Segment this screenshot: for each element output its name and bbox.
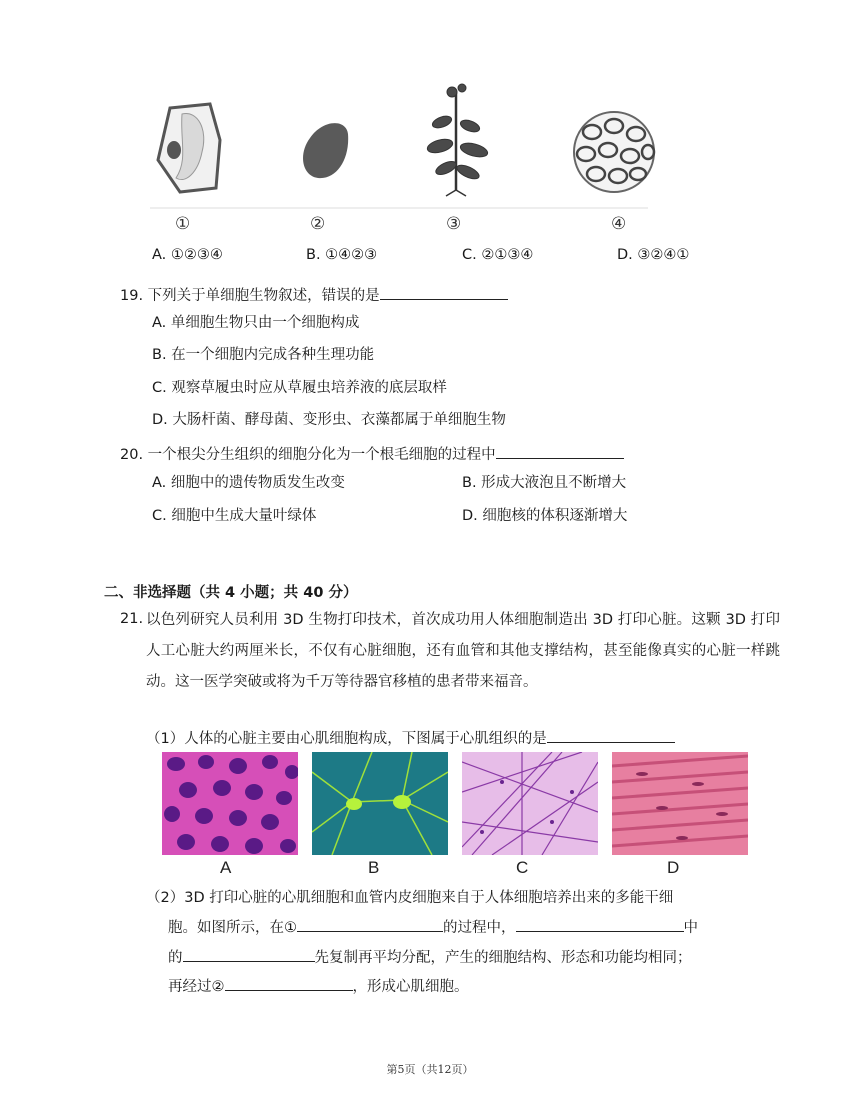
q20-option-c[interactable]: C. 细胞中生成大量叶绿体 [152,508,317,524]
q18-option-b[interactable]: B. ①④②③ [306,247,378,263]
q21-sub2-blank-1[interactable] [297,917,443,932]
q21-sub2-l3-text-b: 先复制再平均分配，产生的细胞结构、形态和功能均相同； [314,950,692,966]
figure-label-2: ② [310,214,326,234]
q21-sub2-line3 [168,946,692,967]
q21-number: 21. [120,611,144,627]
page-footer: 第5页（共12页） [386,1063,474,1076]
q21-sub1 [146,727,675,748]
q21-sub2-l4-text-a: 再经过② [168,979,225,995]
q21-sub1-text: （1）人体的心脏主要由心肌细胞构成，下图属于心肌组织的是 [146,731,547,747]
q21-intro: 以色列研究人员利用 3D 生物打印技术，首次成功用人体细胞制造出 3D 打印心脏。这颗 3D 打印人工心脏大约两厘米长，不仅有心脏细胞，还有血管和其他支撑结构，甚至能像真实的心脏一样跳动。这一医学突破或将为千万等待器官移植的患者带来福音。 [146,612,780,690]
figure-label-4: ④ [611,214,627,234]
tissue-image-d [612,752,748,855]
section2-title: 二、非选择题（共 4 小题；共 40 分） [104,585,358,601]
figure-label-3: ③ [446,214,462,234]
q21-sub2-blank-4[interactable] [225,976,353,991]
q20-option-a[interactable]: A. 细胞中的遗传物质发生改变 [152,475,345,491]
q21-sub2-blank-2[interactable] [516,917,684,932]
q20-stem-text: 20. 一个根尖分生组织的细胞分化为一个根毛细胞的过程中 [120,447,496,463]
tissue-label-c: C [516,858,529,877]
tissue-label-d: D [667,858,680,877]
q19-option-c[interactable]: C. 观察草履虫时应从草履虫培养液的底层取样 [152,380,447,396]
q19-answer-blank[interactable] [380,285,508,300]
q21-sub2-l4-text-b: ，形成心肌细胞。 [352,979,469,995]
tissue-label-a: A [220,858,232,877]
q21-sub1-blank[interactable] [547,728,675,743]
q18-option-c[interactable]: C. ②①③④ [462,247,534,263]
q20-answer-blank[interactable] [496,444,624,459]
figure-label-1: ① [175,214,191,234]
q21-sub2-line2 [168,916,698,937]
q19-stem [120,284,508,305]
q19-option-d[interactable]: D. 大肠杆菌、酵母菌、变形虫、衣藻都属于单细胞生物 [152,412,506,428]
single-cell-image [303,123,348,178]
q20-option-d[interactable]: D. 细胞核的体积逐渐增大 [462,508,628,524]
q20-stem [120,443,624,464]
q21-sub2-line4 [168,975,469,996]
tissue-image-a [162,752,298,855]
q20-option-b[interactable]: B. 形成大液泡且不断增大 [462,475,627,491]
q18-figure [140,80,660,210]
plant-image [426,84,489,196]
tissue-image-b [312,752,448,855]
plant-cell-image [158,104,220,192]
q18-option-d[interactable]: D. ③②④① [617,247,690,263]
q19-option-b[interactable]: B. 在一个细胞内完成各种生理功能 [152,347,375,363]
q21-sub2-l2-text-c: 中 [683,920,698,936]
tissue-label-b: B [368,858,380,877]
q21-sub2-l3-text-a: 的 [168,950,183,966]
q18-option-a[interactable]: A. ①②③④ [152,247,223,263]
q19-option-a[interactable]: A. 单细胞生物只由一个细胞构成 [152,315,360,331]
tissue-circle-image [574,112,654,192]
q21-sub2-blank-3[interactable] [183,947,315,962]
q21-sub2-l2-text-a: 胞。如图所示，在① [168,920,297,936]
q19-stem-text: 19. 下列关于单细胞生物叙述，错误的是 [120,288,380,304]
q21-sub2-line1: （2）3D 打印心脏的心肌细胞和血管内皮细胞来自于人体细胞培养出来的多能干细 [146,890,674,906]
q21-sub2-l2-text-b: 的过程中， [443,920,516,936]
tissue-image-c [462,752,598,855]
